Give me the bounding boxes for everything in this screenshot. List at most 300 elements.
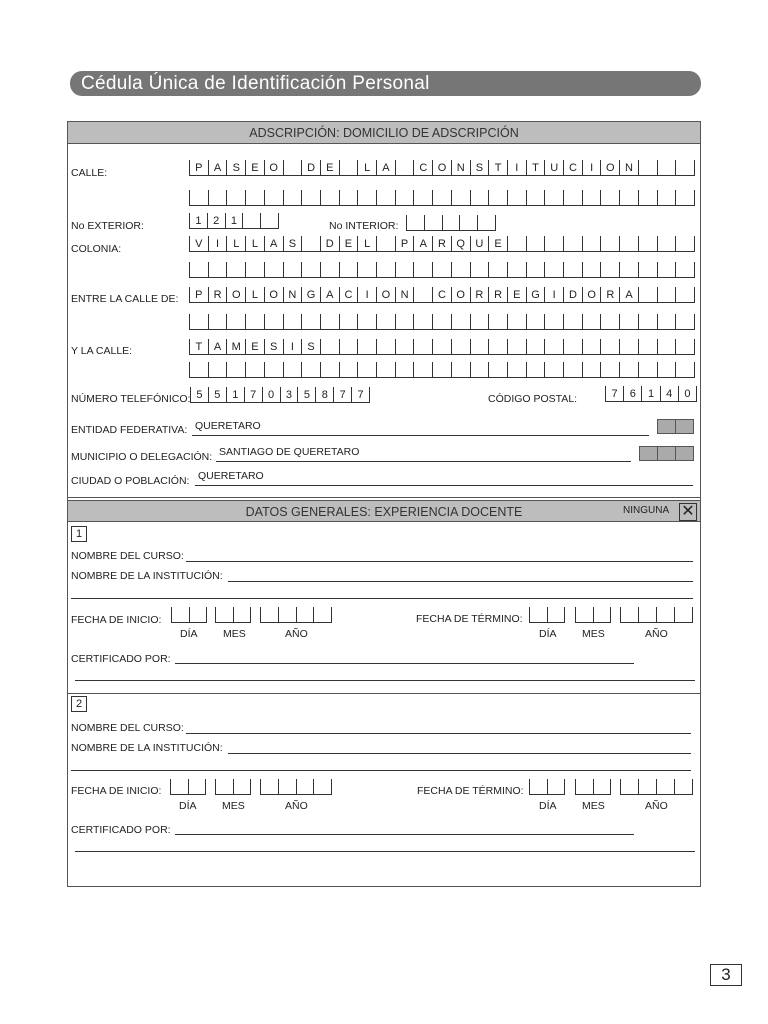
- char-cell: [278, 607, 296, 622]
- char-value: L: [364, 238, 371, 250]
- char-cell: [600, 262, 619, 277]
- char-cell: [526, 190, 545, 205]
- course-1-termino-dia[interactable]: [529, 607, 565, 623]
- char-cell: [413, 314, 432, 329]
- char-value: Q: [456, 238, 465, 250]
- course-1-termino-anio[interactable]: [620, 607, 693, 623]
- char-value: R: [606, 289, 615, 301]
- char-cell: [413, 190, 432, 205]
- char-cell: [226, 160, 245, 175]
- course-2-institucion-field[interactable]: [228, 740, 691, 754]
- char-cell: [190, 387, 208, 402]
- char-cell: [582, 190, 601, 205]
- char-cell: [470, 339, 489, 354]
- colonia-field[interactable]: [189, 236, 695, 252]
- char-value: O: [437, 162, 447, 174]
- char-cell: [432, 262, 451, 277]
- char-value: O: [381, 289, 391, 301]
- char-value: R: [494, 289, 503, 301]
- char-value: N: [456, 162, 465, 174]
- char-cell: [488, 339, 507, 354]
- course-1-inicio-mes-label: MES: [223, 628, 246, 640]
- char-cell: [432, 287, 451, 302]
- char-cell: [376, 362, 395, 377]
- char-value: A: [213, 341, 222, 353]
- char-cell: [189, 607, 208, 622]
- char-cell: [582, 160, 601, 175]
- course-2-inicio-anio[interactable]: [260, 779, 332, 795]
- char-cell: [619, 339, 638, 354]
- char-cell: [226, 314, 245, 329]
- course-2-inicio-dia[interactable]: [170, 779, 206, 795]
- char-value: 7: [339, 389, 346, 401]
- char-value: L: [233, 238, 240, 250]
- char-cell: [320, 160, 339, 175]
- char-cell: [526, 236, 545, 251]
- y-calle-label: Y LA CALLE:: [71, 345, 133, 357]
- char-cell: [638, 262, 657, 277]
- char-cell: [413, 236, 432, 251]
- y-calle-field-line2[interactable]: [189, 362, 695, 378]
- char-cell: [544, 287, 563, 302]
- course-1-certificado-field-line2[interactable]: [75, 667, 695, 681]
- char-cell: [544, 339, 563, 354]
- char-cell: [507, 236, 526, 251]
- char-cell: [189, 262, 208, 277]
- char-cell: [376, 339, 395, 354]
- course-divider: [68, 693, 700, 694]
- telefono-field[interactable]: [190, 387, 370, 403]
- char-cell: [189, 314, 208, 329]
- course-1-inicio-label: FECHA DE INICIO:: [71, 614, 162, 626]
- char-cell: [278, 779, 296, 794]
- char-cell: [507, 314, 526, 329]
- codigo-postal-field[interactable]: [605, 386, 697, 402]
- y-calle-field[interactable]: [189, 339, 695, 355]
- course-2-termino-anio-label: AÑO: [645, 800, 668, 812]
- char-cell: [376, 287, 395, 302]
- char-cell: [208, 339, 227, 354]
- char-cell: [357, 339, 376, 354]
- char-cell: [245, 262, 264, 277]
- char-cell: [226, 362, 245, 377]
- char-cell: [451, 190, 470, 205]
- char-cell: [245, 287, 264, 302]
- char-cell: [339, 339, 358, 354]
- char-cell: [459, 215, 477, 230]
- char-cell: [488, 287, 507, 302]
- course-1-curso-field[interactable]: [186, 548, 693, 562]
- char-value: R: [213, 289, 222, 301]
- course-1-inicio-anio[interactable]: [260, 607, 332, 623]
- course-1-inicio-dia[interactable]: [171, 607, 207, 623]
- char-cell: [339, 287, 358, 302]
- char-value: G: [531, 289, 540, 301]
- char-cell: [297, 387, 315, 402]
- char-value: A: [625, 289, 633, 301]
- char-cell: [264, 160, 283, 175]
- course-2-certificado-field[interactable]: [175, 821, 634, 835]
- char-cell: [264, 362, 283, 377]
- course-2-termino-anio[interactable]: [620, 779, 693, 795]
- char-value: I: [590, 162, 594, 174]
- char-cell: [675, 262, 695, 277]
- char-cell: [432, 160, 451, 175]
- municipio-value: SANTIAGO DE QUERETARO: [219, 446, 360, 458]
- char-cell: [339, 262, 358, 277]
- char-cell: [376, 160, 395, 175]
- char-cell: [413, 339, 432, 354]
- char-cell: [657, 190, 676, 205]
- char-value: O: [269, 162, 278, 174]
- page-number: 3: [710, 964, 742, 986]
- char-value: E: [494, 238, 502, 250]
- experience-section-header: [68, 500, 700, 522]
- course-2-inicio-mes[interactable]: [215, 779, 251, 795]
- char-cell: [189, 236, 208, 251]
- char-cell: [674, 779, 693, 794]
- char-cell: [529, 779, 547, 794]
- char-cell: [189, 190, 208, 205]
- char-value: R: [475, 289, 484, 301]
- char-cell: [283, 190, 302, 205]
- char-value: 7: [611, 388, 618, 400]
- char-cell: [674, 607, 693, 622]
- char-cell: [320, 362, 339, 377]
- char-cell: [189, 339, 208, 354]
- course-1-curso-label: NOMBRE DEL CURSO:: [71, 550, 184, 562]
- char-cell: [189, 160, 208, 175]
- char-value: O: [587, 289, 596, 301]
- char-cell: [357, 262, 376, 277]
- char-value: C: [344, 289, 353, 301]
- char-cell: [215, 779, 233, 794]
- char-cell: [260, 607, 278, 622]
- char-cell: [208, 190, 227, 205]
- char-cell: [395, 339, 414, 354]
- char-cell: [301, 314, 320, 329]
- char-value: E: [513, 289, 521, 301]
- char-cell: [507, 160, 526, 175]
- char-value: 0: [268, 389, 275, 401]
- char-cell: [189, 362, 208, 377]
- char-cell: [544, 160, 563, 175]
- entre-calle-field-line2[interactable]: [189, 314, 695, 330]
- calle-field[interactable]: [189, 160, 695, 176]
- char-cell: [395, 314, 414, 329]
- char-cell: [600, 236, 619, 251]
- char-cell: [357, 362, 376, 377]
- experience-header-text: DATOS GENERALES: EXPERIENCIA DOCENTE: [245, 505, 523, 519]
- char-cell: [226, 236, 245, 251]
- char-cell: [432, 190, 451, 205]
- char-cell: [395, 236, 414, 251]
- char-value: C: [438, 289, 446, 301]
- char-cell: [245, 362, 264, 377]
- char-cell: [432, 362, 451, 377]
- char-cell: [600, 314, 619, 329]
- char-cell: [470, 314, 489, 329]
- char-cell: [301, 339, 320, 354]
- char-value: N: [288, 289, 297, 301]
- char-cell: [339, 236, 358, 251]
- course-2-curso-label: NOMBRE DEL CURSO:: [71, 722, 184, 734]
- char-value: 1: [232, 389, 239, 401]
- no-interior-label: No INTERIOR:: [329, 220, 399, 232]
- char-cell: [657, 339, 676, 354]
- char-cell: [451, 339, 470, 354]
- char-value: D: [325, 238, 334, 250]
- char-cell: [563, 287, 582, 302]
- char-cell: [424, 215, 442, 230]
- char-cell: [442, 215, 460, 230]
- char-cell: [657, 262, 676, 277]
- char-cell: [638, 190, 657, 205]
- char-value: 5: [303, 389, 310, 401]
- course-1-termino-anio-label: AÑO: [645, 628, 668, 640]
- char-cell: [582, 236, 601, 251]
- char-cell: [656, 779, 674, 794]
- entre-calle-label: ENTRE LA CALLE DE:: [71, 293, 179, 305]
- char-value: A: [382, 162, 390, 174]
- course-1-termino-mes[interactable]: [575, 607, 611, 623]
- char-cell: [226, 262, 245, 277]
- char-value: 1: [230, 215, 238, 227]
- char-cell: [563, 339, 582, 354]
- char-cell: [526, 314, 545, 329]
- char-cell: [563, 362, 582, 377]
- char-cell: [488, 362, 507, 377]
- char-value: S: [232, 162, 240, 174]
- ninguna-checkbox[interactable]: ✕: [679, 503, 697, 521]
- char-cell: [582, 339, 601, 354]
- char-cell: [678, 386, 697, 401]
- course-2-termino-label: FECHA DE TÉRMINO:: [417, 785, 524, 797]
- address-section-header: ADSCRIPCIÓN: DOMICILIO DE ADSCRIPCIÓN: [68, 122, 700, 144]
- char-cell: [544, 362, 563, 377]
- char-cell: [245, 314, 264, 329]
- char-cell: [470, 190, 489, 205]
- char-cell: [641, 386, 659, 401]
- char-cell: [376, 236, 395, 251]
- char-value: D: [307, 162, 316, 174]
- char-value: 7: [250, 389, 257, 401]
- char-cell: [339, 314, 358, 329]
- char-cell: [563, 190, 582, 205]
- char-cell: [260, 213, 279, 228]
- char-cell: [675, 314, 695, 329]
- char-cell: [675, 160, 695, 175]
- municipio-field[interactable]: [216, 448, 631, 462]
- char-cell: [262, 387, 280, 402]
- course-2-termino-mes[interactable]: [575, 779, 611, 795]
- course-1-termino-label: FECHA DE TÉRMINO:: [416, 613, 523, 625]
- course-2-institucion-field-line2[interactable]: [71, 757, 691, 771]
- char-cell: [226, 287, 245, 302]
- char-cell: [619, 287, 638, 302]
- char-cell: [215, 607, 233, 622]
- course-2-inicio-anio-label: AÑO: [285, 800, 308, 812]
- char-cell: [544, 262, 563, 277]
- char-cell: [657, 314, 676, 329]
- char-value: V: [195, 238, 203, 250]
- char-cell: [301, 160, 320, 175]
- char-cell: [320, 339, 339, 354]
- ciudad-label: CIUDAD O POBLACIÓN:: [71, 475, 190, 487]
- char-cell: [675, 287, 695, 302]
- char-value: I: [290, 341, 294, 353]
- char-cell: [245, 236, 264, 251]
- course-1-certificado-field[interactable]: [175, 650, 634, 664]
- course-2-inicio-dia-label: DÍA: [179, 800, 197, 812]
- ciudad-value: QUERETARO: [198, 470, 264, 482]
- char-cell: [563, 314, 582, 329]
- char-value: N: [625, 162, 633, 174]
- char-cell: [432, 236, 451, 251]
- char-cell: [226, 339, 245, 354]
- char-cell: [507, 262, 526, 277]
- no-exterior-label: No EXTERIOR:: [71, 220, 144, 232]
- char-cell: [526, 262, 545, 277]
- course-2-curso-field[interactable]: [186, 720, 691, 734]
- char-cell: [395, 262, 414, 277]
- char-cell: [280, 387, 298, 402]
- char-cell: [225, 213, 243, 228]
- char-cell: [575, 779, 593, 794]
- char-cell: [620, 779, 638, 794]
- char-cell: [395, 190, 414, 205]
- section-divider: [68, 497, 700, 498]
- char-cell: [357, 160, 376, 175]
- char-cell: [526, 160, 545, 175]
- char-cell: [488, 160, 507, 175]
- course-1-number: 1: [71, 526, 87, 542]
- char-cell: [451, 236, 470, 251]
- char-value: L: [251, 289, 259, 301]
- course-1-inicio-anio-label: AÑO: [285, 628, 308, 640]
- char-value: E: [251, 341, 259, 353]
- char-cell: [283, 287, 302, 302]
- char-cell: [605, 386, 623, 401]
- char-cell: [226, 190, 245, 205]
- char-value: A: [326, 289, 334, 301]
- char-value: A: [213, 162, 222, 174]
- colonia-field-line2[interactable]: [189, 262, 695, 278]
- course-2-number: 2: [71, 696, 87, 712]
- char-cell: [208, 236, 227, 251]
- course-1-institucion-field[interactable]: [228, 568, 693, 582]
- char-value: 5: [214, 389, 221, 401]
- course-1-institucion-field-line2[interactable]: [71, 585, 693, 599]
- char-cell: [619, 160, 638, 175]
- char-cell: [488, 190, 507, 205]
- char-cell: [657, 287, 676, 302]
- char-cell: [171, 607, 189, 622]
- char-cell: [638, 160, 657, 175]
- char-cell: [526, 362, 545, 377]
- char-cell: [245, 339, 264, 354]
- char-cell: [208, 314, 227, 329]
- char-value: G: [306, 289, 316, 301]
- entidad-field[interactable]: [192, 422, 649, 436]
- char-cell: [619, 262, 638, 277]
- char-cell: [451, 314, 470, 329]
- char-value: 6: [629, 388, 636, 400]
- char-cell: [207, 213, 225, 228]
- char-value: O: [606, 162, 615, 174]
- char-value: 2: [213, 215, 220, 227]
- char-cell: [233, 779, 252, 794]
- char-value: E: [344, 238, 353, 250]
- no-exterior-field[interactable]: [189, 213, 279, 229]
- course-1-termino-dia-label: DÍA: [539, 628, 557, 640]
- char-cell: [413, 287, 432, 302]
- char-cell: [619, 190, 638, 205]
- char-cell: [296, 607, 314, 622]
- char-cell: [395, 287, 414, 302]
- course-1-certificado-label: CERTIFICADO POR:: [71, 653, 171, 665]
- char-cell: [488, 314, 507, 329]
- char-cell: [547, 607, 566, 622]
- char-cell: [451, 287, 470, 302]
- char-cell: [477, 215, 496, 230]
- char-cell: [638, 314, 657, 329]
- char-cell: [600, 190, 619, 205]
- entidad-label: ENTIDAD FEDERATIVA:: [71, 424, 188, 436]
- char-cell: [600, 287, 619, 302]
- char-value: I: [216, 238, 220, 250]
- char-cell: [638, 287, 657, 302]
- char-value: I: [552, 289, 556, 301]
- course-2-inicio-label: FECHA DE INICIO:: [71, 785, 162, 797]
- char-value: O: [231, 289, 241, 301]
- char-value: 5: [196, 389, 203, 401]
- char-value: O: [269, 289, 278, 301]
- calle-field-line2[interactable]: [189, 190, 695, 206]
- char-cell: [245, 190, 264, 205]
- char-value: T: [195, 341, 203, 353]
- char-cell: [413, 160, 432, 175]
- char-cell: [208, 287, 227, 302]
- char-cell: [413, 262, 432, 277]
- char-cell: [301, 262, 320, 277]
- no-interior-field[interactable]: [406, 215, 496, 231]
- char-cell: [333, 387, 351, 402]
- course-2-certificado-field-line2[interactable]: [75, 838, 695, 852]
- char-cell: [563, 262, 582, 277]
- char-cell: [619, 362, 638, 377]
- char-cell: [313, 779, 332, 794]
- char-value: T: [532, 162, 539, 174]
- char-cell: [675, 339, 695, 354]
- char-cell: [395, 160, 414, 175]
- course-2-termino-dia[interactable]: [529, 779, 565, 795]
- char-cell: [320, 190, 339, 205]
- ciudad-field[interactable]: [195, 472, 693, 486]
- char-value: 4: [666, 388, 673, 400]
- char-cell: [488, 262, 507, 277]
- char-value: P: [195, 289, 203, 301]
- char-cell: [264, 339, 283, 354]
- char-cell: [526, 287, 545, 302]
- char-cell: [226, 387, 244, 402]
- course-1-inicio-mes[interactable]: [215, 607, 251, 623]
- char-value: S: [288, 238, 297, 250]
- char-cell: [432, 314, 451, 329]
- entre-calle-field[interactable]: [189, 287, 695, 303]
- char-cell: [526, 339, 545, 354]
- char-cell: [315, 387, 333, 402]
